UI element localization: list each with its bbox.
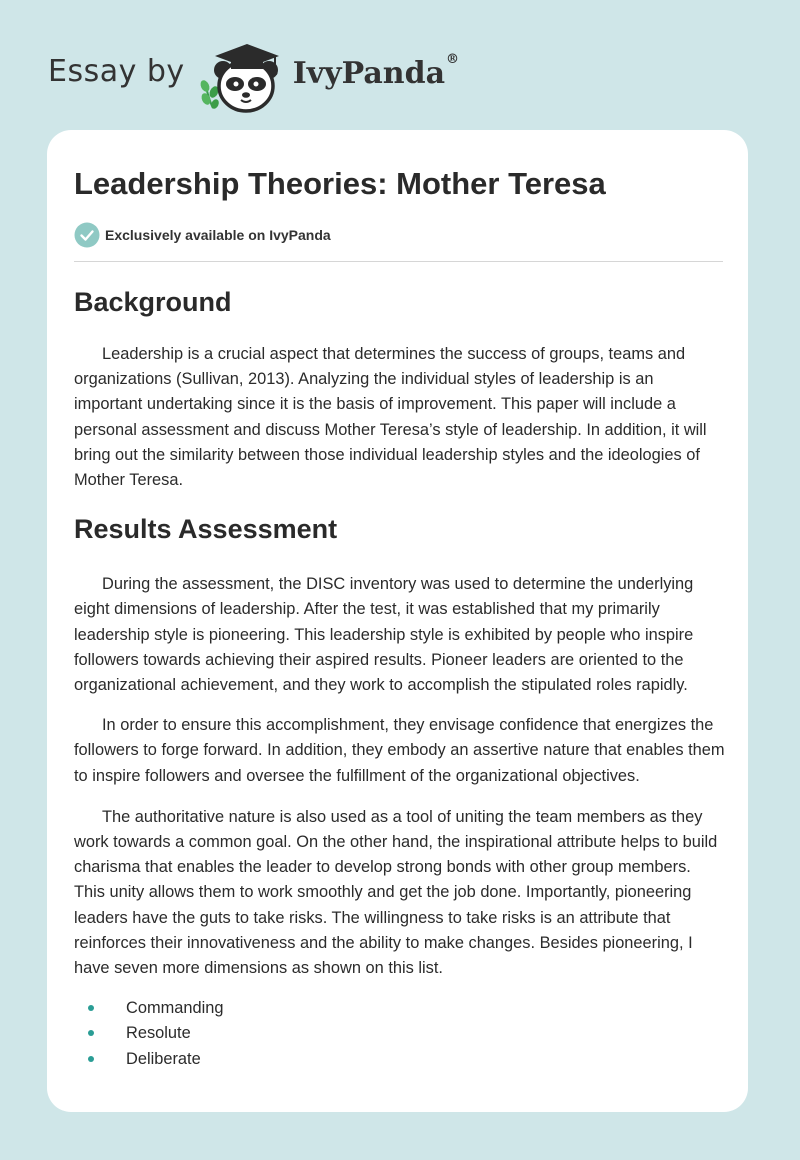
section-heading-background: Background bbox=[74, 287, 232, 317]
badge-text: Exclusively available on IvyPanda bbox=[105, 227, 331, 243]
checkmark-badge-icon bbox=[74, 222, 100, 248]
list-item bbox=[74, 996, 726, 1021]
site-header bbox=[48, 34, 459, 114]
page-title: Leadership Theories: Mother Teresa bbox=[74, 166, 606, 201]
list-item-text: Resolute bbox=[126, 1024, 191, 1043]
background-paragraph: Leadership is a crucial aspect that determines the success of groups, teams and organizations (Sullivan, 2013). Analyzing the individual styles of leadership is an important undertaking since it is the basis of improvement. This paper will include a personal assessment and discuss Mother Teresa’s style of leadership. In addition, it will bring out the similarity between those individual leadership styles and the ideologies of Mother Teresa. bbox=[74, 345, 707, 490]
essay-by-label: Essay by bbox=[48, 53, 185, 89]
brand-text: IvyPanda bbox=[292, 55, 446, 91]
exclusive-badge bbox=[74, 222, 331, 248]
results-paragraph-1: During the assessment, the DISC inventory was used to determine the underlying eight dimensions of leadership. After the test, it was established that my primarily leadership style is pioneering. This leadership style is exhibited by people who inspire followers towards achieving their aspired results. Pioneer leaders are oriented to the organizational achievement, and they work to accomplish the stipulated roles rapidly. bbox=[74, 575, 694, 695]
section-heading-results-assessment: Results Assessment bbox=[74, 514, 338, 545]
results-paragraph-3: The authoritative nature is also used as a tool of uniting the team members as they work towards a common goal. On the other hand, the inspirational attribute helps to build charisma that enables the leader to develop strong bonds with other group members. This unity allows them to work smoothly and get the job done. Importantly, pioneering leaders have the guts to take risks. The willingness to take risks is an attribute that reinforces their innovativeness and the ability to make changes. Besides pioneering, I have seven more dimensions as shown on this list. bbox=[74, 807, 718, 978]
results-paragraph-2: In order to ensure this accomplishment, they envisage confidence that energizes the followers to forge forward. In addition, they embody an assertive nature that enables them to inspire followers and oversee the fulfillment of the organizational objectives. bbox=[74, 716, 725, 785]
registered-mark: ® bbox=[446, 51, 460, 67]
list-item bbox=[74, 1021, 726, 1046]
article-body bbox=[74, 280, 726, 1072]
list-item-text: Deliberate bbox=[126, 1049, 201, 1068]
article-card bbox=[47, 130, 748, 1112]
list-item-text: Commanding bbox=[126, 999, 224, 1018]
dimensions-list bbox=[74, 996, 726, 1072]
panda-graduate-logo-icon[interactable] bbox=[197, 34, 297, 114]
bullet-dot-icon bbox=[88, 1030, 94, 1036]
title-divider bbox=[74, 261, 723, 262]
bullet-dot-icon bbox=[88, 1056, 94, 1062]
brand-name[interactable] bbox=[292, 51, 460, 91]
list-item bbox=[74, 1047, 726, 1072]
bullet-dot-icon bbox=[88, 1005, 94, 1011]
